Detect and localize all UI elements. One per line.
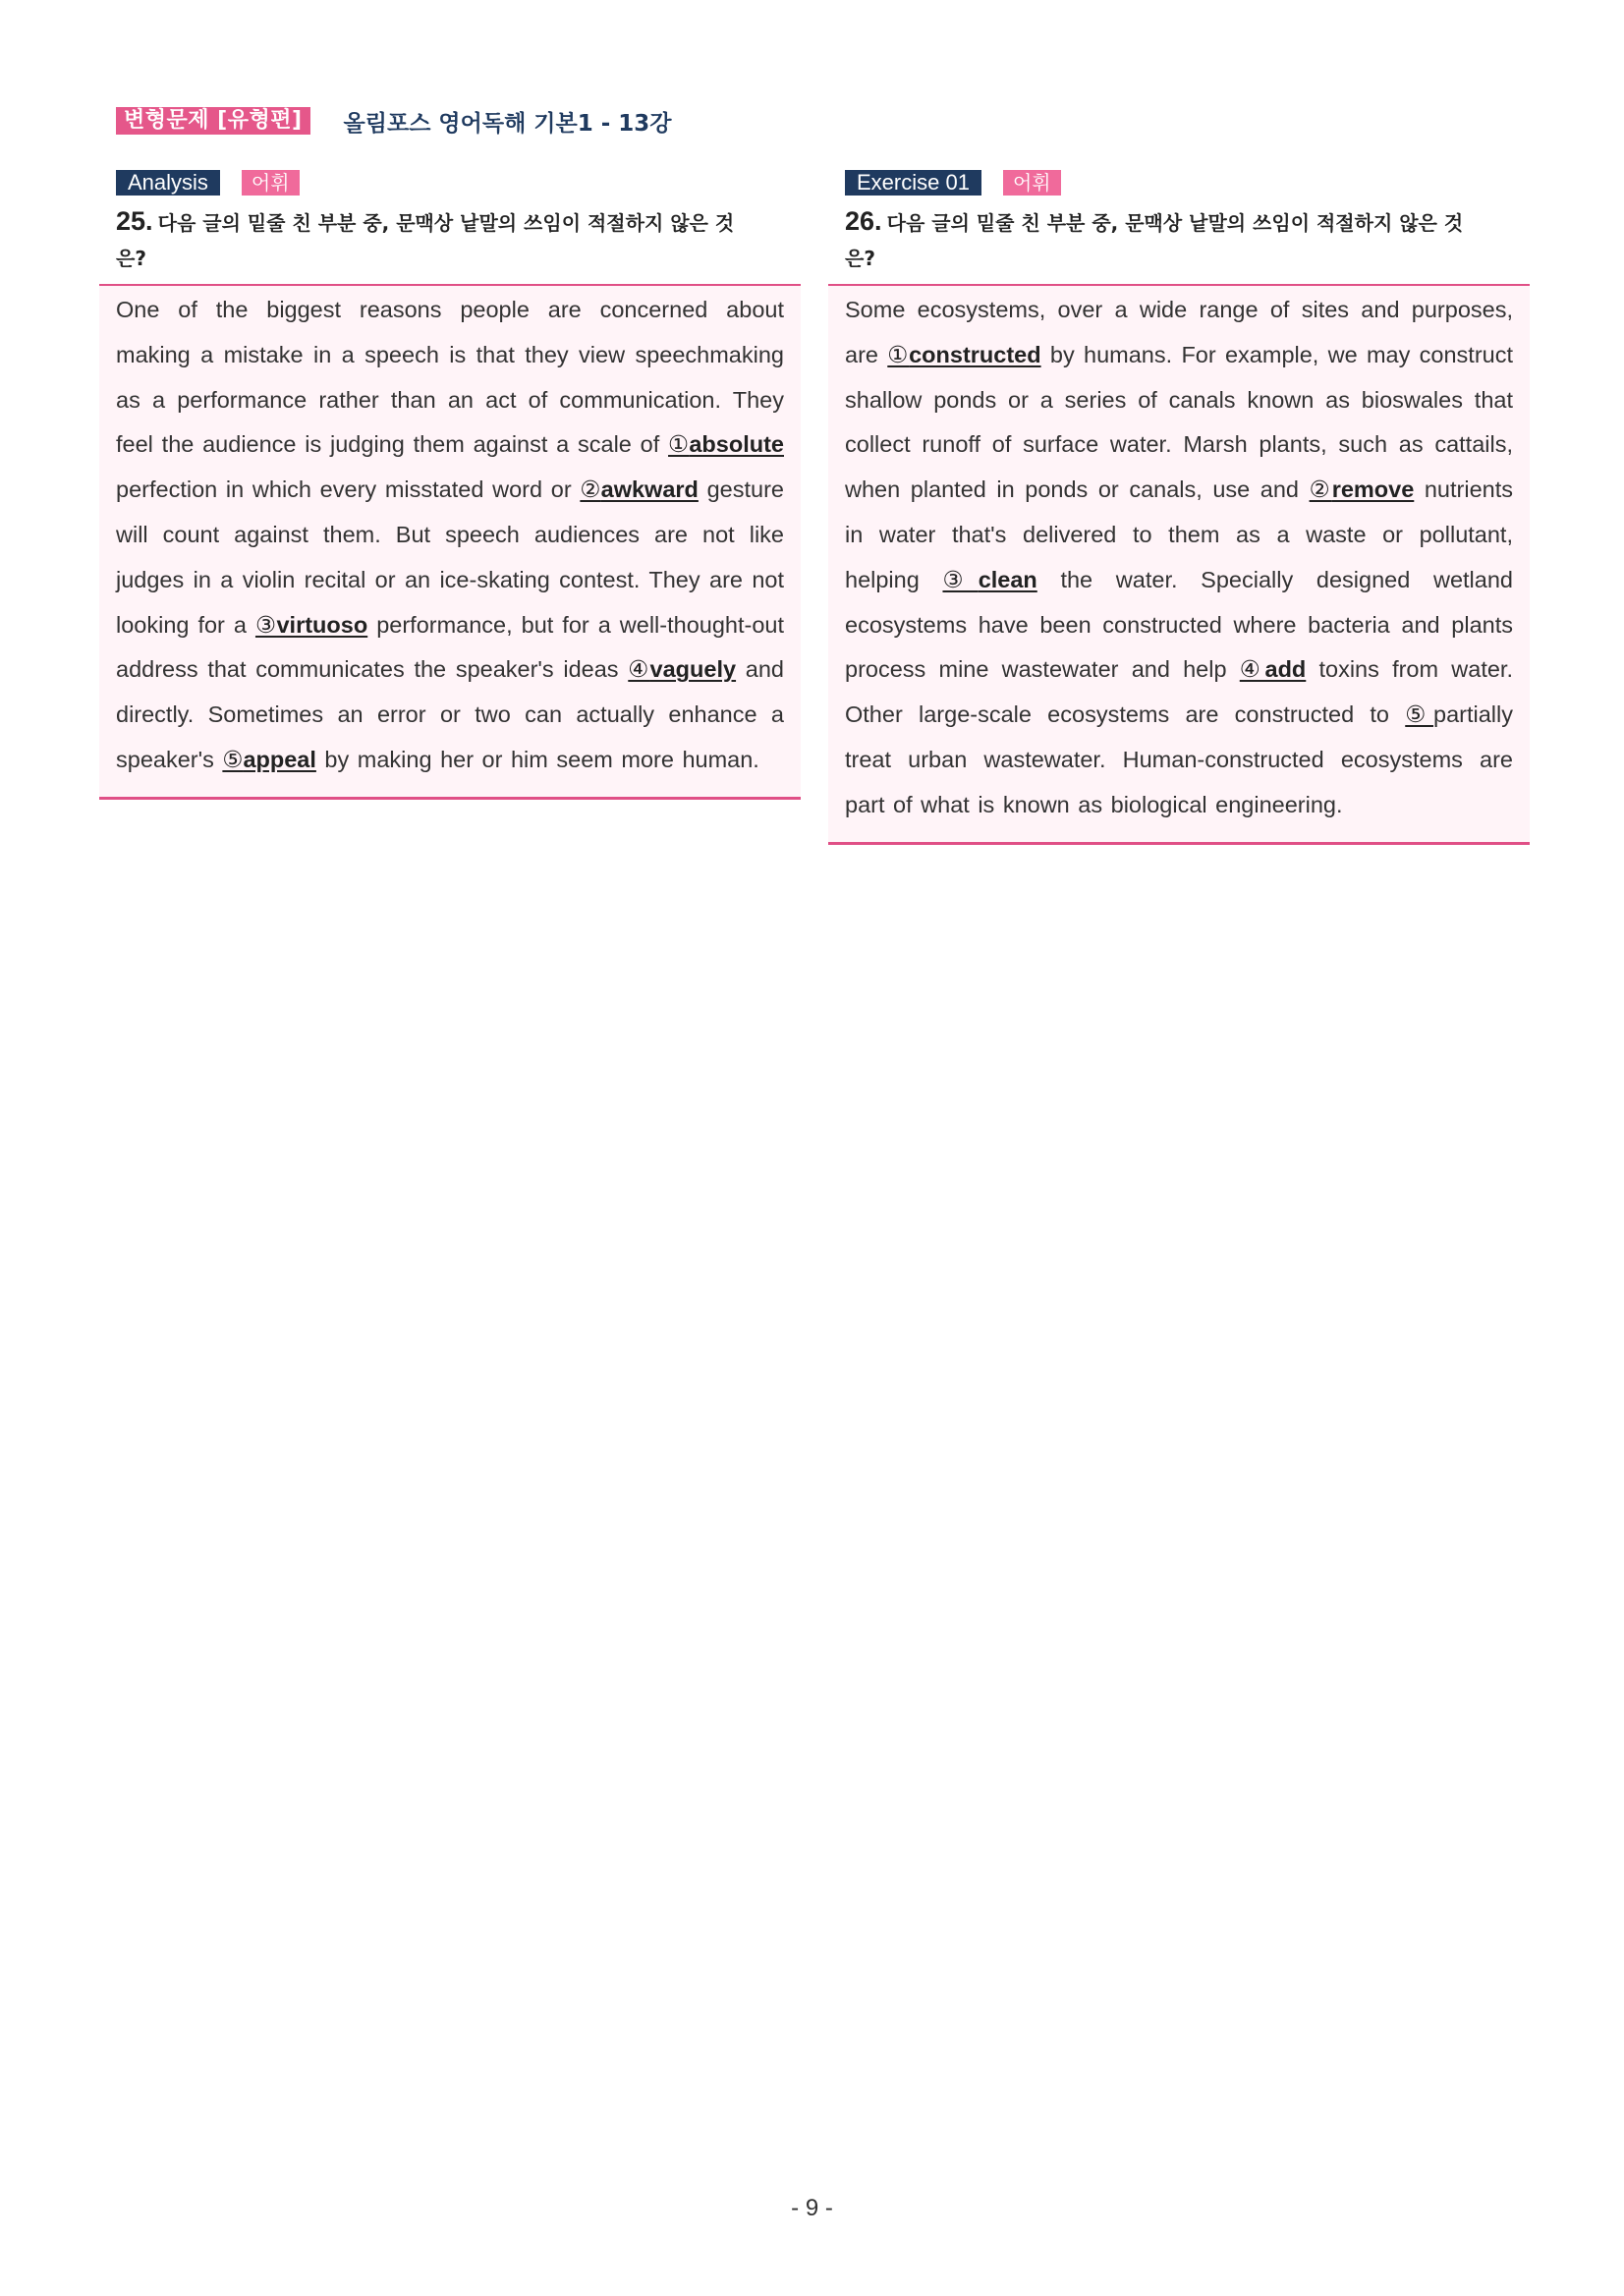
choice-number: ① bbox=[668, 431, 690, 458]
question-number: 25. bbox=[116, 206, 153, 236]
passage-run: perfection in which every misstated word or bbox=[116, 476, 581, 503]
underlined-choice bbox=[942, 567, 1036, 592]
underlined-choice bbox=[255, 612, 367, 638]
choice-word: clean bbox=[978, 566, 1037, 592]
underlined-choice bbox=[580, 476, 699, 502]
underlined-choice bbox=[628, 656, 736, 682]
question-25-column bbox=[99, 169, 801, 800]
passage-run: Some ecosystems, over a wide range of sites and purposes, are bbox=[845, 297, 1513, 367]
passage-text bbox=[116, 288, 784, 783]
passage-run: and directly. Sometimes an error or two can actually enhance a speaker's bbox=[116, 656, 784, 772]
choice-number: ④ bbox=[628, 656, 650, 683]
choice-word: awkward bbox=[600, 476, 699, 503]
book-title: 올림포스 영어독해 기본1 - 13강 bbox=[343, 110, 672, 137]
underlined-choice bbox=[1405, 701, 1433, 727]
passage-run: nutrients in water that's delivered to them as a waste or pollutant, helping bbox=[845, 476, 1513, 592]
passage-run: toxins from water. Other large-scale ecosystems are constructed to bbox=[845, 656, 1513, 728]
choice-word: appeal bbox=[243, 746, 316, 772]
choice-word: partially bbox=[1433, 701, 1513, 728]
question-number: 26. bbox=[845, 206, 882, 236]
series-badge: 변형문제 [유형편] bbox=[116, 107, 310, 135]
question-26-column bbox=[828, 169, 1530, 845]
question-prompt bbox=[845, 205, 1493, 276]
choice-word: absolute bbox=[689, 431, 784, 458]
choice-number: ⑤ bbox=[222, 746, 244, 772]
passage-run: by humans. For example, we may construct shallow ponds or a series of canals known as bioswales that collect runoff of surface water. Marsh plants, such as cattails, when planted in ponds or canals, use and bbox=[845, 341, 1513, 503]
choice-number: ③ bbox=[942, 566, 979, 592]
underlined-choice bbox=[887, 342, 1040, 367]
passage-run: One of the biggest reasons people are concerned about making a mistake in a speech is that they view speechmaking as a performance rather than an act of communication. They feel the audience is judging them against a scale of bbox=[116, 297, 784, 458]
question-text: 다음 글의 밑줄 친 부분 중, 문맥상 낱말의 쓰임이 적절하지 않은 것은? bbox=[845, 211, 1464, 270]
choice-word: virtuoso bbox=[276, 611, 368, 638]
page-number: - 9 - bbox=[791, 2195, 833, 2221]
underlined-choice bbox=[222, 747, 316, 772]
choice-number: ⑤ bbox=[1405, 701, 1434, 728]
choice-word: constructed bbox=[909, 341, 1041, 367]
question-tags bbox=[845, 169, 1530, 196]
choice-word: remove bbox=[1331, 476, 1415, 503]
category-tag: 어휘 bbox=[242, 170, 300, 196]
passage-run: gesture will count against them. But speech audiences are not like judges in a violin recital or an ice-skating contest. They are not looking for a bbox=[116, 476, 784, 638]
type-tag: Analysis bbox=[116, 170, 220, 196]
choice-word: vaguely bbox=[649, 656, 737, 683]
question-text: 다음 글의 밑줄 친 부분 중, 문맥상 낱말의 쓰임이 적절하지 않은 것은? bbox=[116, 211, 735, 270]
passage-box bbox=[99, 284, 801, 800]
choice-number: ② bbox=[580, 476, 601, 503]
question-tags bbox=[116, 169, 801, 196]
choice-number: ③ bbox=[254, 611, 277, 638]
type-tag: Exercise 01 bbox=[845, 170, 981, 196]
underlined-choice bbox=[668, 431, 784, 457]
choice-number: ④ bbox=[1239, 656, 1265, 683]
passage-text bbox=[845, 288, 1513, 828]
passage-box bbox=[828, 284, 1530, 845]
passage-run: performance, but for a well-thought-out address that communicates the speaker's ideas bbox=[116, 611, 784, 683]
choice-number: ① bbox=[887, 341, 910, 367]
page-header bbox=[116, 106, 672, 136]
passage-run: the water. Specially designed wetland ecosystems have been constructed where bacteria and plants process mine wastewater and help bbox=[845, 566, 1513, 683]
passage-run: by making her or him seem more human. bbox=[315, 746, 759, 772]
choice-number: ② bbox=[1309, 476, 1332, 503]
choice-word: add bbox=[1264, 656, 1307, 683]
underlined-choice bbox=[1240, 656, 1307, 682]
question-prompt bbox=[116, 205, 764, 276]
passage-run: treat urban wastewater. Human-constructed ecosystems are part of what is known as biological engineering. bbox=[845, 746, 1513, 817]
underlined-choice bbox=[1310, 476, 1415, 502]
category-tag: 어휘 bbox=[1003, 170, 1061, 196]
